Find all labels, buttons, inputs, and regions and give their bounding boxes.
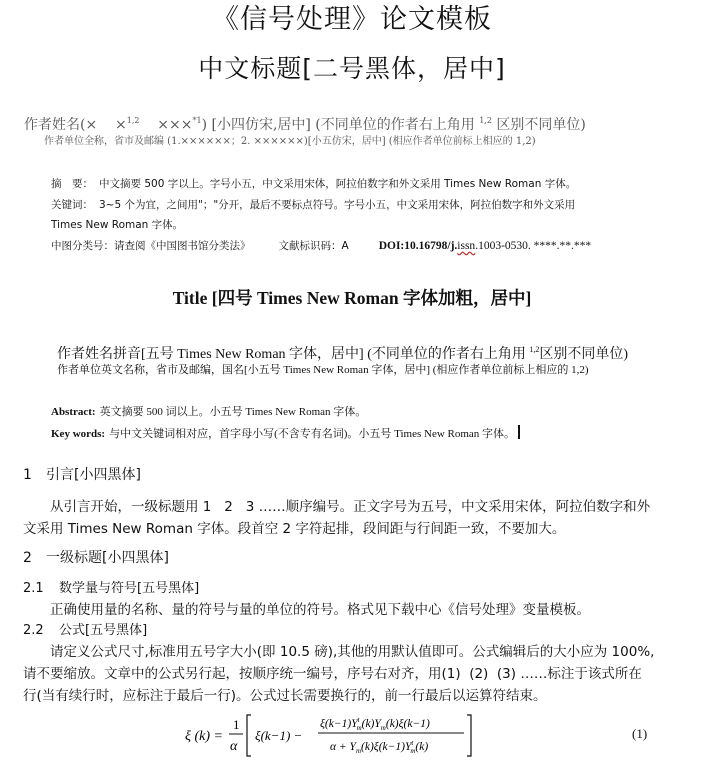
clc-text: 请查阅《中国图书馆分类法》 bbox=[114, 240, 251, 252]
english-abstract-text: 英文摘要 500 词以上。小五号 Times New Roman 字体。 bbox=[99, 406, 367, 418]
cn-abstract-text: 中文摘要 500 字以上。字号小五，中文采用宋体，阿拉伯数字和外文采用 Times New Roman 字体。 bbox=[99, 178, 577, 190]
text-cursor bbox=[518, 425, 520, 439]
english-author-text: 作者姓名拼音[五号 Times New Roman 字体，居中] (不同单位的作者右上角用 bbox=[57, 347, 530, 362]
section-title: 一级标题[小四黑体] bbox=[46, 550, 169, 566]
english-keywords[interactable] bbox=[51, 424, 520, 444]
classification-line bbox=[51, 236, 591, 256]
paragraph-line: 请定义公式尺寸,标准用五号字大小(即 10.5 磅),其他的用默认值即可。公式编辑后的大小应为 100%, bbox=[50, 644, 655, 660]
cn-keywords bbox=[51, 195, 575, 215]
paragraph-line: 行(当有续行时，应标注于最后一行)。公式过长需要换行的，前一行最后以运算符结束。 bbox=[23, 688, 547, 704]
cn-abstract bbox=[51, 174, 576, 194]
subsection-number: 2.2 bbox=[23, 623, 44, 638]
doc-code: A bbox=[341, 240, 349, 252]
english-title: Title [四号 Times New Roman 字体加粗，居中] bbox=[172, 288, 532, 308]
paragraph-line: 文采用 Times New Roman 字体。段首空 2 字符起排，段间距与行间距一致，不要加大。 bbox=[23, 521, 566, 537]
chinese-paper-title: 中文标题[二号黑体，居中] bbox=[198, 54, 506, 83]
english-author-text: 区别不同单位) bbox=[539, 347, 629, 362]
formula-paragraph bbox=[23, 641, 683, 707]
fraction-denominator: $\alpha + Y_m(k)\xi(k-1)Y^t$ m(k) bbox=[330, 739, 429, 755]
author-names: 作者姓名(× × bbox=[24, 117, 127, 133]
section-number: 1 bbox=[23, 467, 32, 483]
section-heading-1 bbox=[23, 464, 141, 486]
author-names: ) bbox=[201, 117, 208, 133]
subsection-number: 2.1 bbox=[23, 581, 44, 596]
corresponding-superscript: *1 bbox=[192, 116, 202, 125]
doi[interactable] bbox=[379, 240, 591, 252]
author-affiliation: 作者单位全称，省市及邮编 (1.××××××；2. ××××××)[小五仿宋，居中] (相应作者单位前标上相应的 1,2) bbox=[44, 136, 536, 147]
doc-code-label: 文献标识码： bbox=[278, 240, 342, 252]
author-line bbox=[24, 111, 694, 135]
english-affiliation: 作者单位英文名称，省市及邮编，国名[小五号 Times New Roman 字体，居中] (相应作者单位前标上相应的 1,2) bbox=[57, 364, 589, 376]
subsection-heading-2-1 bbox=[23, 579, 199, 599]
subsection-title: 数学量与符号[五号黑体] bbox=[59, 581, 200, 596]
english-author-superscript: 1,2 bbox=[529, 345, 540, 354]
coefficient-denominator: α bbox=[230, 739, 238, 754]
paragraph-line: 正确使用量的名称、量的符号与量的单位的符号。格式见下载中心《信号处理》变量模板。 bbox=[50, 602, 590, 618]
template-title: 《信号处理》论文模板 bbox=[212, 4, 492, 35]
english-abstract-label: Abstract: bbox=[51, 406, 96, 418]
cn-keywords-label: 关键词： bbox=[51, 199, 93, 211]
cn-abstract-label: 摘 要： bbox=[51, 178, 93, 190]
subsection-heading-2-2 bbox=[23, 621, 147, 641]
section-number: 2 bbox=[23, 550, 32, 566]
english-keywords-label: Key words: bbox=[51, 428, 106, 440]
fraction-numerator: $\xi(k-1)Y^t$ $m(k)Y_m(k)\xi(k-1)$ bbox=[320, 716, 430, 732]
symbols-paragraph bbox=[23, 599, 683, 621]
left-bracket bbox=[247, 715, 251, 756]
author-superscript: 1,2 bbox=[126, 116, 140, 125]
author-names: ××× bbox=[139, 117, 193, 133]
english-abstract bbox=[51, 402, 366, 422]
doi-prefix: DOI:10.16798/j. bbox=[378, 240, 458, 252]
intro-paragraph bbox=[23, 496, 683, 540]
equation-term: ξ(k−1) − bbox=[255, 728, 303, 743]
paragraph-line: 从引言开始，一级标题用 1 2 3 ……顺序编号。正文字号为五号，中文采用宋体，阿拉伯数字和外 bbox=[50, 499, 651, 515]
section-heading-2 bbox=[23, 547, 169, 569]
clc-label: 中图分类号： bbox=[51, 240, 114, 252]
author-note-superscript: 1,2 bbox=[479, 116, 492, 125]
equation-number: (1) bbox=[632, 726, 648, 741]
section-title: 引言[小四黑体] bbox=[46, 467, 141, 483]
cn-keywords-text: 3~5 个为宜，之间用"；"分开，最后不要标点符号。字号小五，中文采用宋体，阿拉伯数字和外文采用 bbox=[99, 199, 576, 211]
author-format-note: [小四仿宋,居中] (不同单位的作者右上角用 bbox=[207, 117, 480, 133]
right-bracket bbox=[467, 715, 471, 756]
equation-lhs: ξ (k) = bbox=[185, 729, 223, 744]
doi-suffix: .1003-0530. ****.**.*** bbox=[475, 240, 592, 252]
english-keywords-text: 与中文关键词相对应，首字母小写(不含专有名词)。小五号 Times New Roman 字体。 bbox=[109, 428, 516, 440]
equation-1 bbox=[185, 712, 475, 758]
doi-issn: issn bbox=[457, 240, 476, 252]
paragraph-line: 请不要缩放。文章中的公式另行起，按顺序统一编号，序号右对齐，用(1) (2) (3) ……标注于该式所在 bbox=[23, 666, 642, 682]
subsection-title: 公式[五号黑体] bbox=[59, 623, 148, 638]
author-format-note: 区别不同单位) bbox=[491, 117, 586, 133]
coefficient-numerator: 1 bbox=[233, 717, 240, 732]
cn-keywords-continued: Times New Roman 字体。 bbox=[51, 219, 184, 231]
